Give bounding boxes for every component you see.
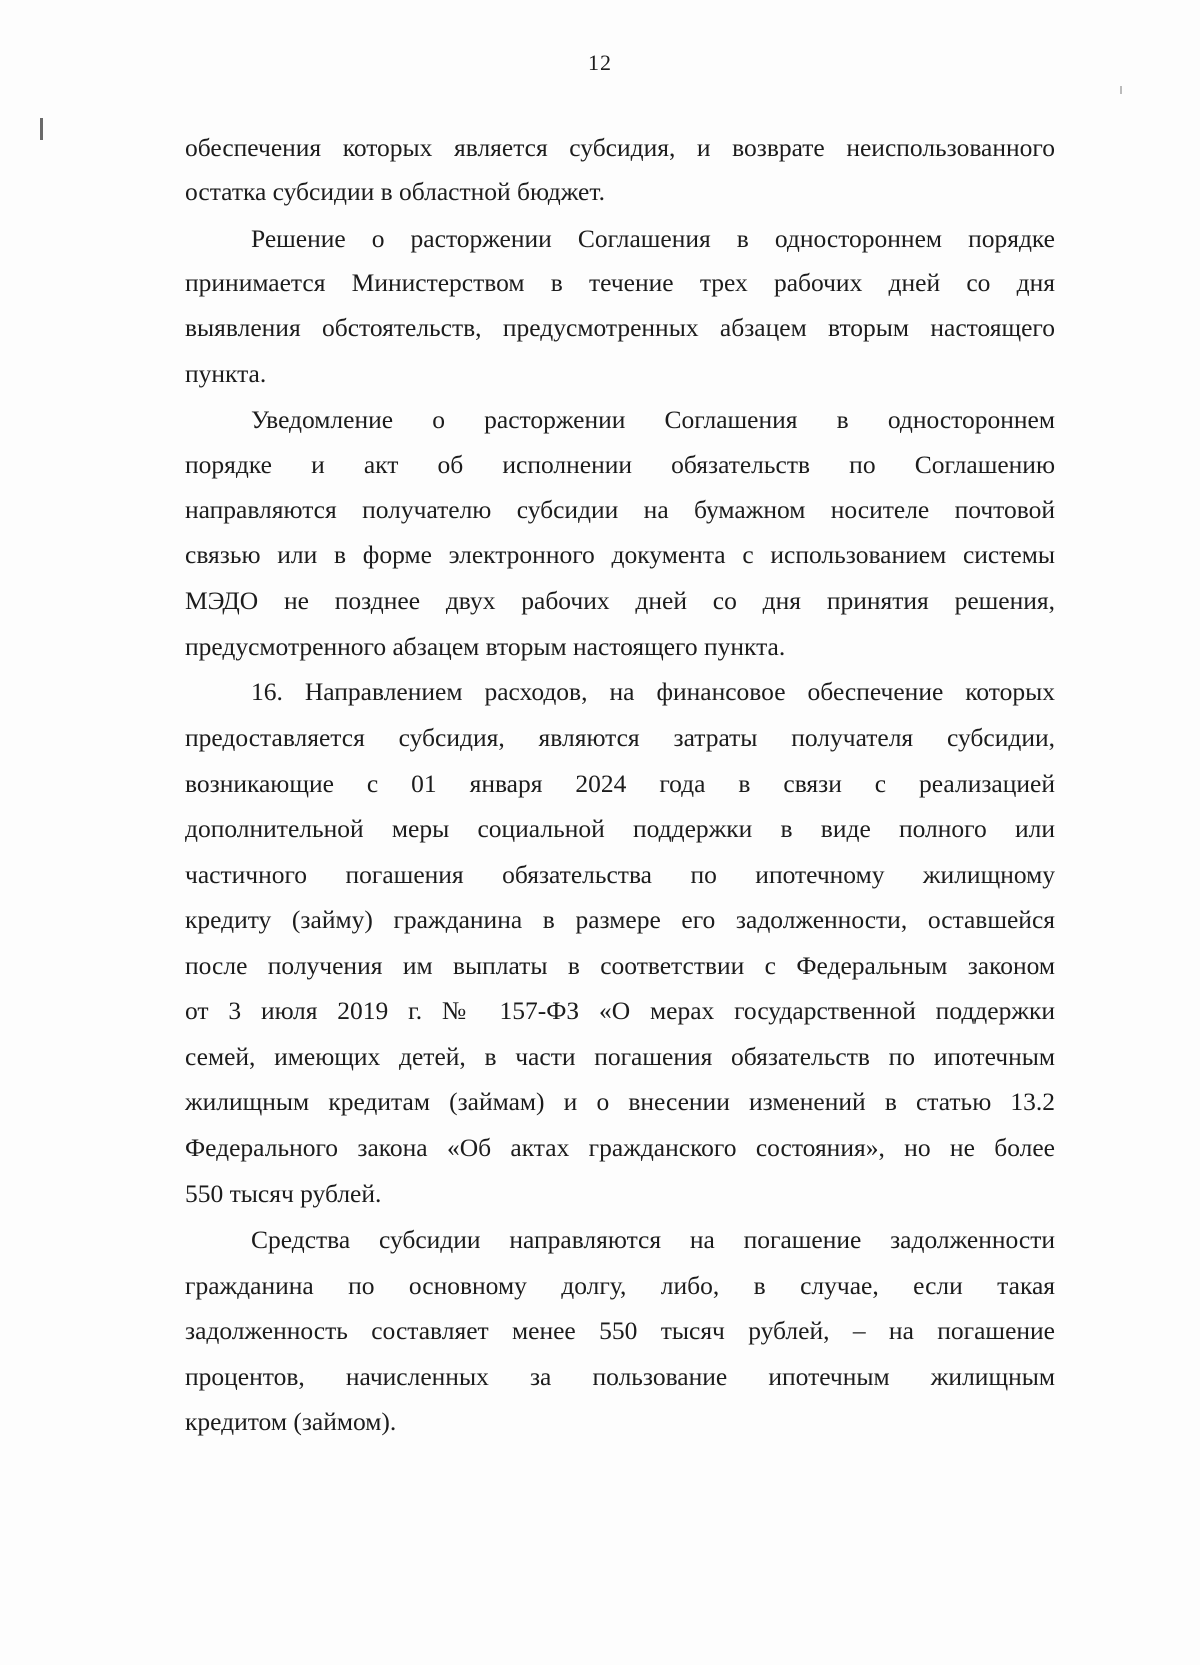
paragraph-line: частичного погашения обязательства по ипотечному жилищному <box>185 860 1055 889</box>
scan-speck <box>40 118 43 140</box>
paragraph-line: Средства субсидии направляются на погашение задолженности <box>251 1225 1055 1254</box>
paragraph-line: принимается Министерством в течение трех рабочих дней со дня <box>185 268 1055 297</box>
paragraph-line: МЭДО не позднее двух рабочих дней со дня принятия решения, <box>185 586 1055 615</box>
paragraph-line: предусмотренного абзацем вторым настоящего пункта. <box>185 632 786 661</box>
paragraph-line: 550 тысяч рублей. <box>185 1179 382 1208</box>
paragraph-line: семей, имеющих детей, в части погашения обязательств по ипотечным <box>185 1042 1055 1071</box>
page-number: 12 <box>588 50 612 75</box>
paragraph-line: выявления обстоятельств, предусмотренных абзацем вторым настоящего <box>185 313 1055 342</box>
paragraph-line: Решение о расторжении Соглашения в одностороннем порядке <box>251 224 1055 253</box>
paragraph-line: процентов, начисленных за пользование ипотечным жилищным <box>185 1362 1055 1391</box>
paragraph-line: жилищным кредитам (займам) и о внесении изменений в статью 13.2 <box>185 1087 1055 1116</box>
scan-speck <box>1120 86 1122 94</box>
paragraph-line: обеспечения которых является субсидия, и возврате неиспользованного <box>185 133 1055 162</box>
paragraph-line: предоставляется субсидия, являются затраты получателя субсидии, <box>185 723 1055 752</box>
paragraph-line: кредиту (займу) гражданина в размере его задолженности, оставшейся <box>185 905 1055 934</box>
paragraph-line: 16. Направлением расходов, на финансовое обеспечение которых <box>251 677 1055 706</box>
paragraph-line: возникающие с 01 января 2024 года в связи с реализацией <box>185 769 1055 798</box>
paragraph-line: после получения им выплаты в соответствии с Федеральным законом <box>185 951 1055 980</box>
paragraph-line: задолженность составляет менее 550 тысяч рублей, – на погашение <box>185 1316 1055 1345</box>
paragraph-line: гражданина по основному долгу, либо, в случае, если такая <box>185 1271 1055 1300</box>
paragraph-line: порядке и акт об исполнении обязательств по Соглашению <box>185 450 1055 479</box>
paragraph-line: пункта. <box>185 359 267 388</box>
paragraph-line: связью или в форме электронного документа с использованием системы <box>185 540 1055 569</box>
paragraph-line: кредитом (займом). <box>185 1407 397 1436</box>
paragraph-line: от 3 июля 2019 г. № 157-ФЗ «О мерах государственной поддержки <box>185 996 1055 1025</box>
paragraph-line: Федерального закона «Об актах гражданского состояния», но не более <box>185 1133 1055 1162</box>
paragraph-line: Уведомление о расторжении Соглашения в одностороннем <box>251 405 1055 434</box>
paragraph-line: дополнительной меры социальной поддержки в виде полного или <box>185 814 1055 843</box>
paragraph-line: остатка субсидии в областной бюджет. <box>185 177 605 206</box>
paragraph-line: направляются получателю субсидии на бумажном носителе почтовой <box>185 495 1055 524</box>
